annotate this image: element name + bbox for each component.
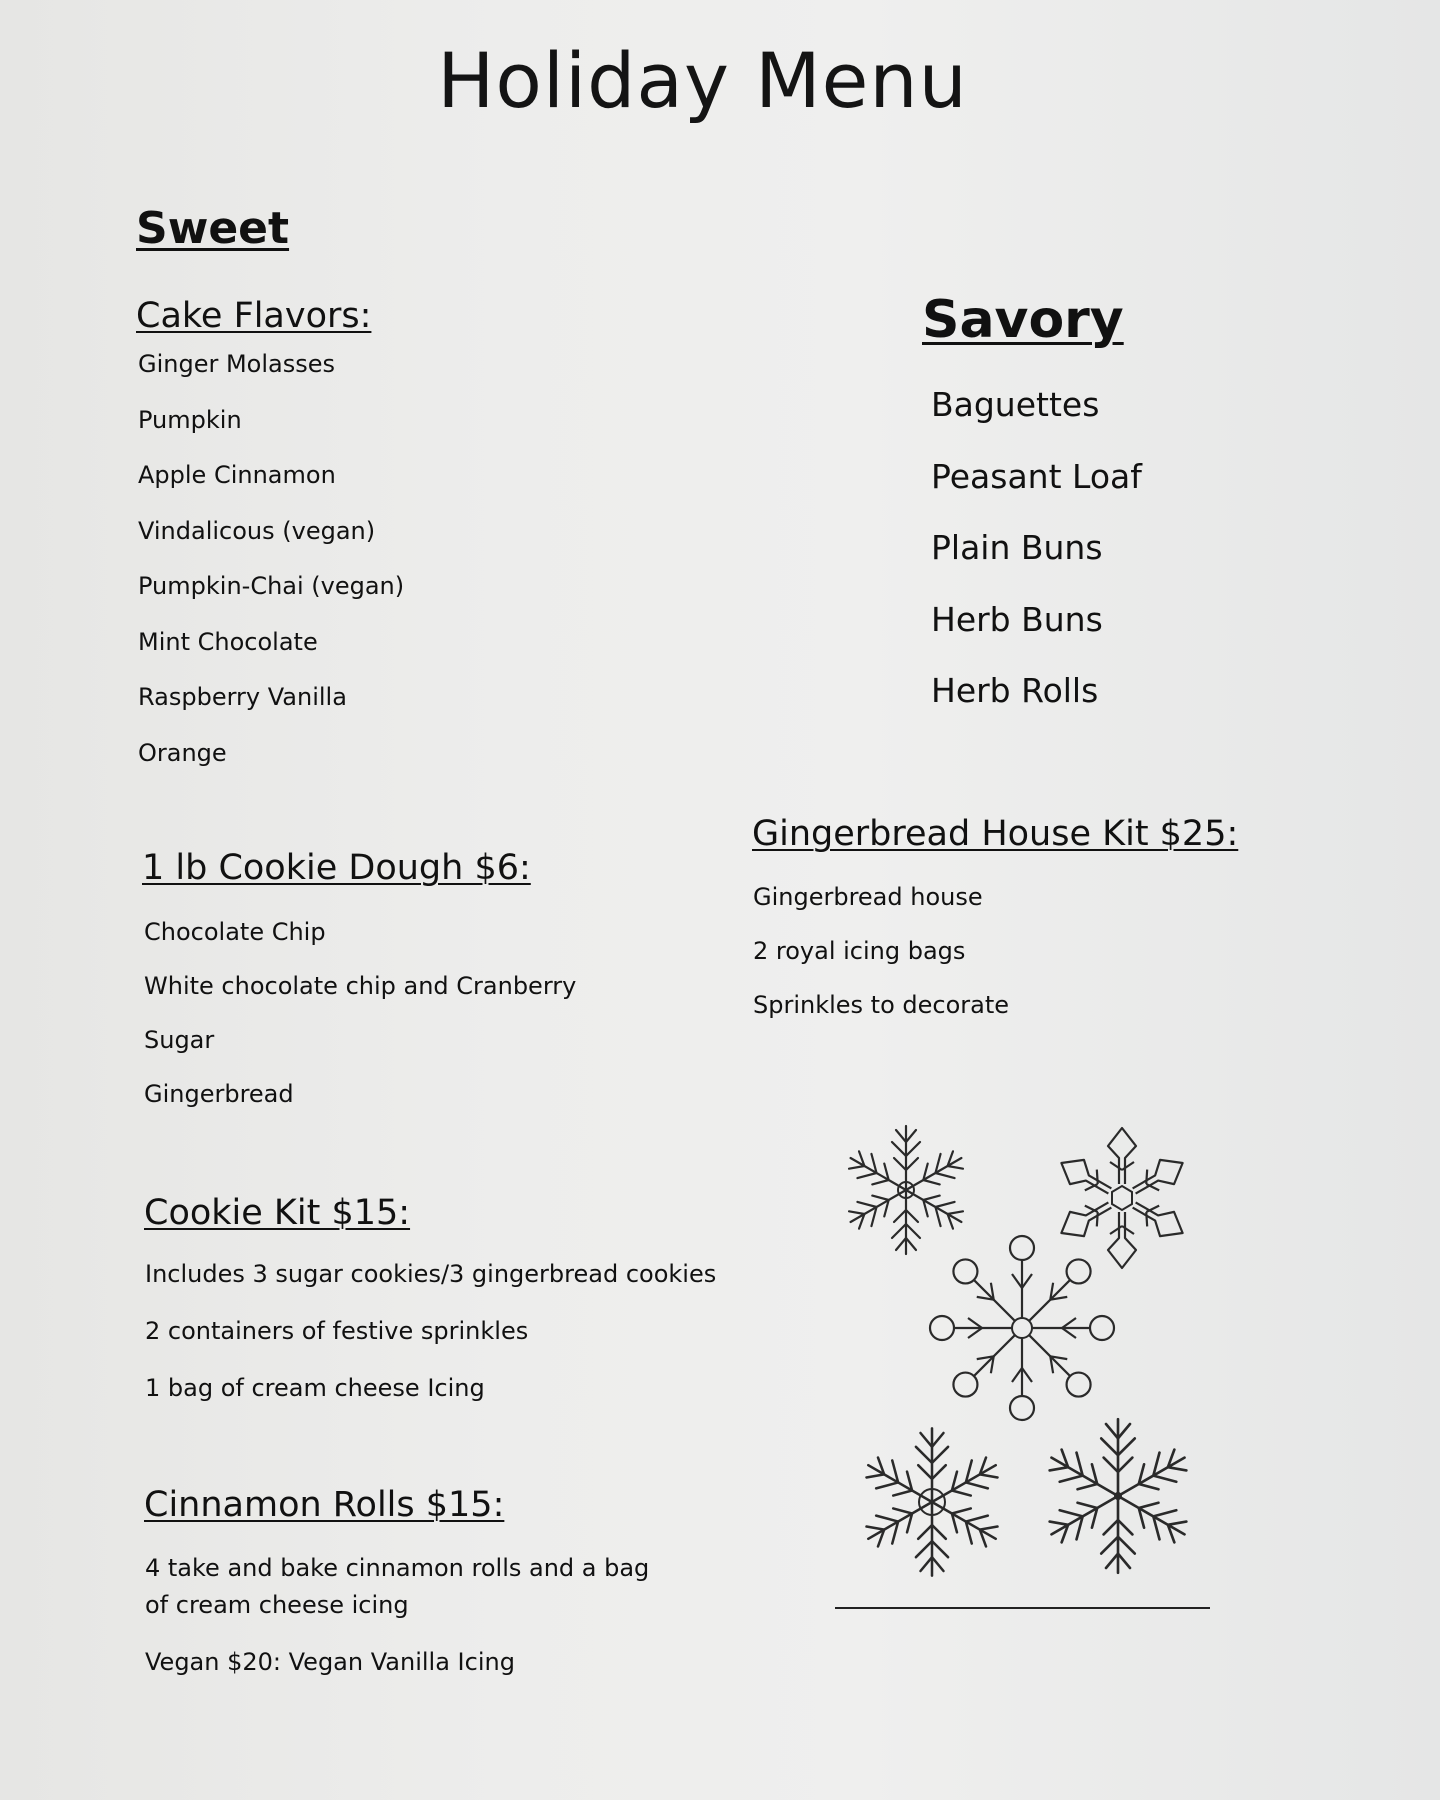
list-item: Vindalicous (vegan) (138, 516, 376, 545)
list-item: White chocolate chip and Cranberry (144, 972, 577, 1000)
page-title: Holiday Menu (437, 36, 968, 125)
list-item: Mint Chocolate (138, 627, 318, 656)
cinnamon-rolls-heading: Cinnamon Rolls $15: (144, 1485, 505, 1525)
cinnamon-rolls-description: 4 take and bake cinnamon rolls and a bag of cream cheese icing (145, 1554, 650, 1619)
list-item: Includes 3 sugar cookies/3 gingerbread cookies (145, 1260, 717, 1288)
cookie-kit-list (145, 1260, 716, 1431)
list-item: 1 bag of cream cheese Icing (145, 1374, 485, 1402)
list-item: Plain Buns (931, 528, 1103, 567)
list-item: 2 containers of festive sprinkles (145, 1317, 529, 1345)
list-item: Ginger Molasses (138, 350, 336, 378)
list-item: Peasant Loaf (931, 456, 1142, 496)
snowflake-icon (844, 1126, 969, 1254)
list-item: Raspberry Vanilla (138, 683, 347, 711)
cookie-kit-heading: Cookie Kit $15: (144, 1193, 411, 1233)
gingerbread-kit-list (753, 883, 1009, 1045)
snowflake-icon (930, 1236, 1114, 1420)
snowflake-icon (860, 1428, 1004, 1575)
list-item: Gingerbread (144, 1080, 294, 1108)
list-item: Apple Cinnamon (138, 461, 336, 489)
list-item: Sprinkles to decorate (753, 991, 1010, 1019)
cake-flavors-list (138, 350, 404, 794)
list-item: Pumpkin (138, 405, 242, 434)
snowflake-cluster (836, 1118, 1216, 1604)
list-item: Sugar (144, 1026, 215, 1054)
list-item: Gingerbread house (753, 883, 983, 911)
cookie-dough-list (144, 918, 576, 1134)
gingerbread-kit-heading: Gingerbread House Kit $25: (752, 814, 1239, 854)
snowflake-icon (1043, 1419, 1193, 1573)
cake-flavors-heading: Cake Flavors: (136, 296, 372, 336)
list-item: 2 royal icing bags (753, 937, 966, 965)
list-item: Chocolate Chip (144, 918, 326, 946)
list-item: Baguettes (931, 385, 1100, 424)
bottom-rule (835, 1607, 1210, 1609)
cookie-dough-heading: 1 lb Cookie Dough $6: (142, 848, 531, 888)
cinnamon-rolls-vegan-note: Vegan $20: Vegan Vanilla Icing (145, 1648, 515, 1676)
snowflake-icon (1054, 1128, 1189, 1268)
list-item: Pumpkin-Chai (vegan) (138, 572, 405, 600)
list-item: Orange (138, 738, 227, 767)
list-item: Herb Rolls (931, 671, 1099, 710)
sweet-heading: Sweet (136, 203, 290, 254)
list-item: Herb Buns (931, 599, 1103, 639)
savory-heading: Savory (922, 290, 1124, 350)
savory-list (931, 385, 1142, 743)
